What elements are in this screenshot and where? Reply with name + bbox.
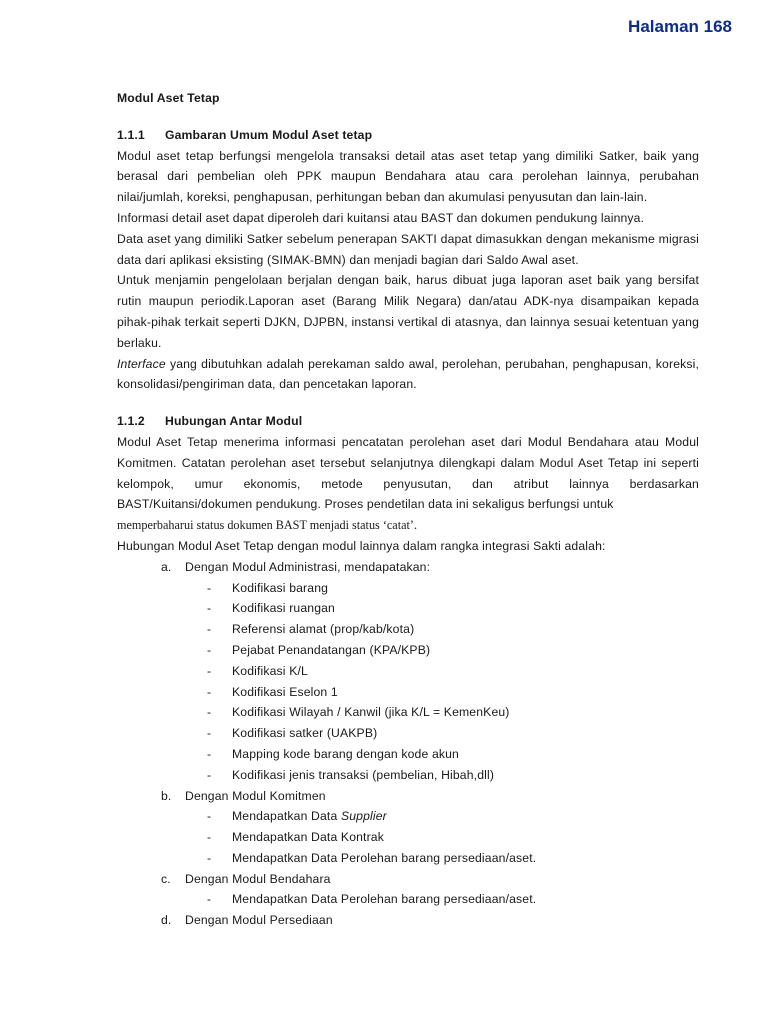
section-heading-1-1-1 [117, 125, 699, 146]
italic-term: Interface [117, 356, 166, 371]
section-title: Gambaran Umum Modul Aset tetap [165, 127, 373, 142]
list-item: - Kodifikasi Wilayah / Kanwil (jika K/L = KemenKeu) [207, 705, 510, 720]
paragraph: Interface yang dibutuhkan adalah perekaman saldo awal, perolehan, perubahan, penghapusan, koreksi, konsolidasi/pengiriman data, dan pencetakan laporan. [117, 356, 699, 392]
list-group [117, 557, 699, 786]
list-item: - Pejabat Penandatangan (KPA/KPB) [207, 642, 431, 657]
paragraph: Hubungan Modul Aset Tetap dengan modul lainnya dalam rangka integrasi Sakti adalah: [117, 538, 606, 553]
list-group-title: b. Dengan Modul Komitmen [161, 788, 326, 803]
list-group [117, 910, 699, 931]
list-group [117, 786, 699, 869]
list-item: - Mendapatkan Data Perolehan barang persediaan/aset. [207, 850, 537, 865]
list-item: - Kodifikasi ruangan [207, 601, 335, 616]
list-group [117, 869, 699, 911]
list-item: - Referensi alamat (prop/kab/kota) [207, 622, 415, 637]
document-body [117, 88, 699, 931]
section-number: 1.1.2 [117, 414, 145, 429]
paragraph: Informasi detail aset dapat diperoleh dari kuitansi atau BAST dan dokumen pendukung lainnya. [117, 210, 645, 225]
list-item: - Mendapatkan Data Perolehan barang persediaan/aset. [207, 892, 537, 907]
page-number: Halaman 168 [628, 17, 732, 36]
list-item: - Kodifikasi satker (UAKPB) [207, 726, 378, 741]
section-title: Hubungan Antar Modul [165, 414, 303, 429]
list-item: - Kodifikasi jenis transaksi (pembelian, Hibah,dll) [207, 767, 495, 782]
list-item: - Mendapatkan Data Kontrak [207, 830, 384, 845]
paragraph: Modul aset tetap berfungsi mengelola transaksi detail atas aset tetap yang dimiliki Satker, baik yang berasal dari pembelian oleh PPK maupun Bendahara atau cara perolehan lainnya, perubahan nilai/jumlah, koreksi, penghapusan, perhitungan beban dan akumulasi penyusutan dan lain-lain. [117, 148, 699, 205]
section-heading-1-1-2 [117, 411, 699, 432]
paragraph: memperbaharui status dokumen BAST menjadi status ‘catat’. [117, 518, 417, 533]
paragraph: Data aset yang dimiliki Satker sebelum penerapan SAKTI dapat dimasukkan dengan mekanisme migrasi data dari aplikasi eksisting (SIMAK-BMN) dan menjadi bagian dari Saldo Awal aset. [117, 231, 699, 267]
list-group-title: c. Dengan Modul Bendahara [161, 871, 331, 886]
paragraph: Modul Aset Tetap menerima informasi pencatatan perolehan aset dari Modul Bendahara atau Modul Komitmen. Catatan perolehan aset tersebut selanjutnya dilengkapi dalam Modul Aset Tetap ini seperti kelompok, umur ekonomis, metode penyusutan, dan atribut lainnya berdasarkan BAST/Kuitansi/dokumen pendukung. Proses pendetilan data ini sekaligus berfungsi untuk [117, 434, 699, 512]
list-item: - Mapping kode barang dengan kode akun [207, 746, 459, 761]
list-item: - Kodifikasi barang [207, 580, 329, 595]
module-relation-list [117, 557, 699, 931]
list-group-title: a. Dengan Modul Administrasi, mendapatakan: [161, 559, 431, 574]
list-group-title: d. Dengan Modul Persediaan [161, 913, 333, 928]
section-number: 1.1.1 [117, 127, 145, 142]
list-item: - Kodifikasi Eselon 1 [207, 684, 338, 699]
list-item: - Kodifikasi K/L [207, 663, 308, 678]
list-item: - Mendapatkan Data Supplier [207, 809, 387, 824]
document-title: Modul Aset Tetap [117, 91, 220, 105]
paragraph: Untuk menjamin pengelolaan berjalan dengan baik, harus dibuat juga laporan aset baik yang bersifat rutin maupun periodik.Laporan aset (Barang Milik Negara) dan/atau ADK-nya disampaikan kepada pihak-pihak terkait seperti DJKN, DJPBN, instansi vertikal di atasnya, dan lainnya sesuai ketentuan yang berlaku. [117, 273, 699, 350]
